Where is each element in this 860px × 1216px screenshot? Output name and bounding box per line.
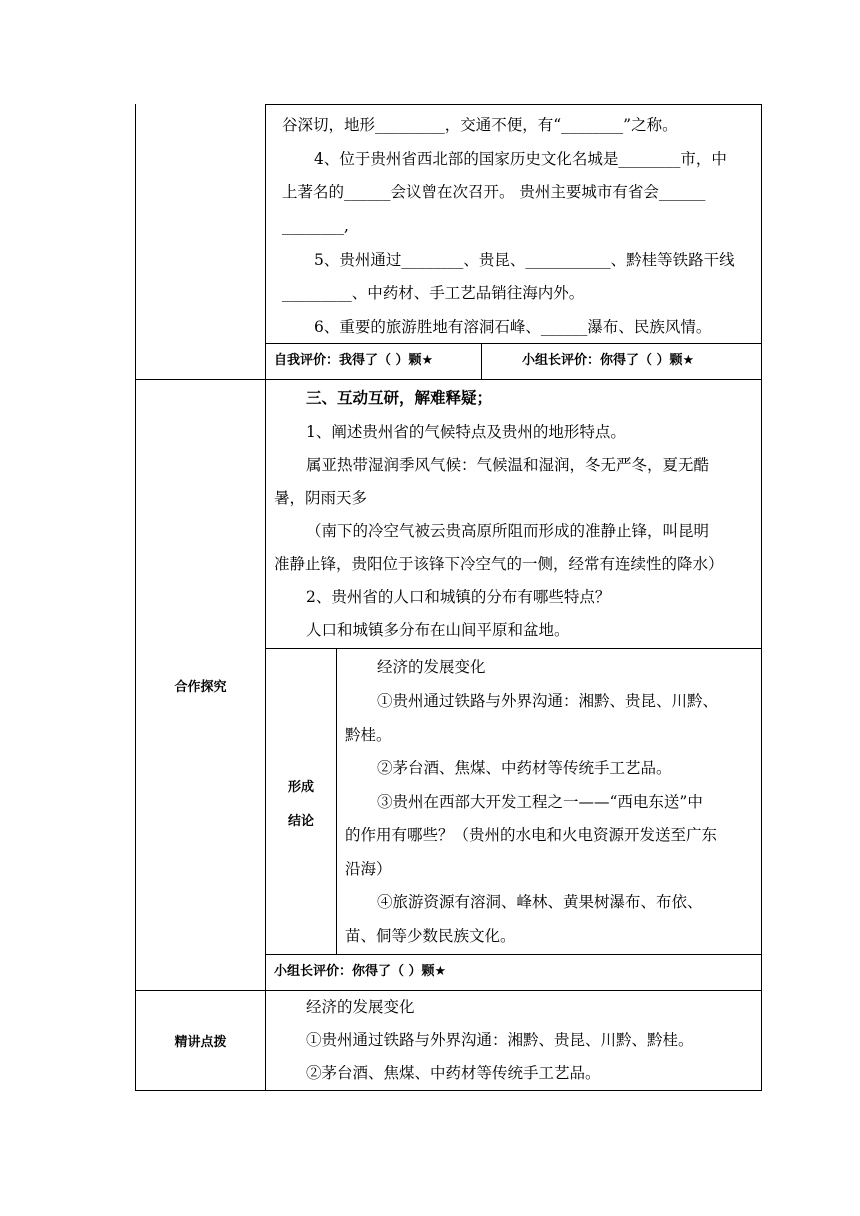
leader-evaluation-2: 小组长评价：你得了（ ）颗★ — [274, 964, 447, 979]
section1-content — [266, 105, 761, 343]
self-evaluation: 自我评价：我得了（ ）颗★ — [274, 353, 434, 368]
explain-content — [266, 991, 761, 1090]
explain-label: 精讲点拨 — [174, 1035, 227, 1050]
section1-line-7: 6、重要的旅游胜地有溶洞石峰、______瀑布、民族风情。 — [314, 318, 712, 336]
conclusion-line-1: 经济的发展变化 — [377, 658, 486, 676]
conclusion-line-7: 沿海） — [345, 860, 392, 878]
cooperation-line-6: 准静止锋，贵阳位于该锋下冷空气的一侧，经常有连续性的降水） — [274, 555, 724, 573]
cooperation-heading: 三、互动互研，解难释疑； — [306, 389, 493, 407]
section1-line-5: 5、贵州通过________、贵昆、___________、黔桂等铁路干线 — [314, 251, 735, 269]
conclusion-line-9: 苗、侗等少数民族文化。 — [345, 927, 516, 945]
leader-eval-top-line — [265, 954, 762, 955]
conclusion-line-2: ①贵州通过铁路与外界沟通：湘黔、贵昆、川黔、 — [377, 692, 719, 710]
conclusion-line-3: 黔桂。 — [345, 726, 392, 744]
eval-top-line — [265, 343, 762, 344]
conclusion-line-5: ③贵州在西部大开发工程之一——“西电东送”中 — [377, 793, 703, 811]
eval-divider — [481, 343, 482, 379]
explain-line-1: 经济的发展变化 — [306, 998, 415, 1016]
conclusion-label-1: 形成 — [287, 780, 314, 795]
leader-evaluation-1: 小组长评价：你得了（ ）颗★ — [522, 353, 695, 368]
section1-line-6: _________、中药材、手工艺品销往海内外。 — [282, 284, 585, 302]
cooperation-line-7: 2、贵州省的人口和城镇的分布有哪些特点？ — [306, 588, 611, 606]
cooperation-line-8: 人口和城镇多分布在山间平原和盆地。 — [306, 621, 570, 639]
section1-line-1: 谷深切，地形_________，交通不便，有“________”之称。 — [282, 116, 678, 134]
cooperation-content — [266, 380, 761, 648]
conclusion-line-8: ④旅游资源有溶洞、峰林、黄果树瀑布、布依、 — [377, 893, 703, 911]
conclusion-label-2: 结论 — [287, 814, 314, 829]
cooperation-label: 合作探究 — [174, 680, 227, 695]
table-border-left — [135, 104, 136, 1091]
table-bottom-line — [135, 1090, 762, 1091]
section1-line-4: ________, — [282, 217, 349, 235]
explain-line-2: ①贵州通过铁路与外界沟通：湘黔、贵昆、川黔、黔桂。 — [306, 1031, 694, 1049]
conclusion-line-6: 的作用有哪些？（贵州的水电和火电资源开发送至广东 — [345, 826, 718, 844]
cooperation-line-2: 1、阐述贵州省的气候特点及贵州的地形特点。 — [306, 423, 626, 441]
conclusion-content — [337, 649, 761, 954]
cooperation-line-4: 暑，阴雨天多 — [274, 489, 368, 507]
table-border-right — [761, 104, 762, 1091]
explain-line-3: ②茅台酒、焦煤、中药材等传统手工艺品。 — [306, 1064, 601, 1082]
section1-line-2: 4、位于贵州省西北部的国家历史文化名城是________市，中 — [314, 150, 727, 168]
section1-line-3: 上著名的______会议曾在次召开。 贵州主要城市有省会______ — [282, 183, 706, 201]
cooperation-line-5: （南下的冷空气被云贵高原所阻而形成的准静止锋，叫昆明 — [306, 522, 710, 540]
conclusion-line-4: ②茅台酒、焦煤、中药材等传统手工艺品。 — [377, 759, 672, 777]
cooperation-line-3: 属亚热带湿润季风气候：气候温和湿润，冬无严冬，夏无酷 — [306, 456, 710, 474]
